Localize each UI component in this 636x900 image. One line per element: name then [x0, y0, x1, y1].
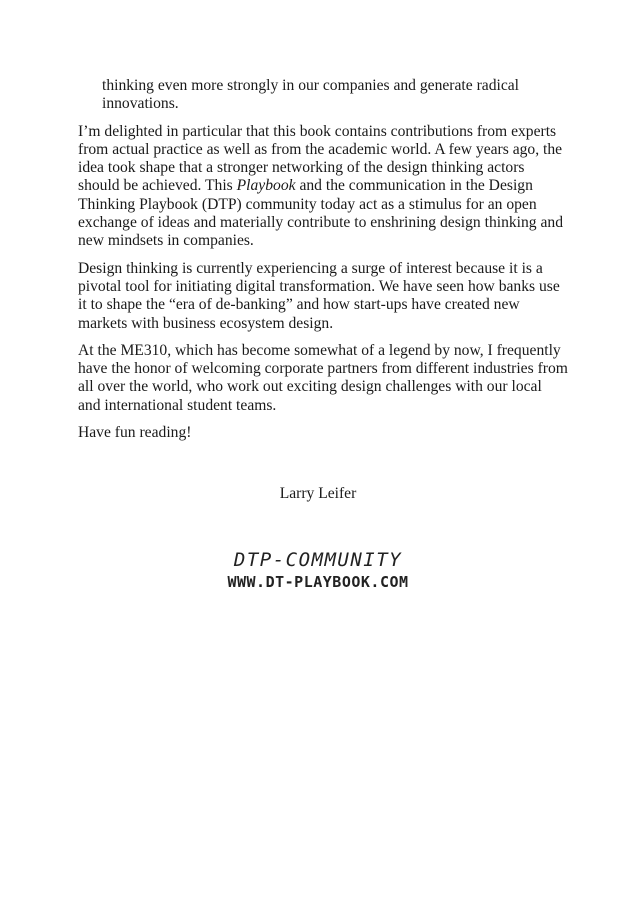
paragraph-me310: At the ME310, which has become somewhat of a legend by now, I frequently have the honor of welcoming corporate partners from different industries from all over the world, who work out exciting design challenges with our local and international student teams.	[78, 341, 568, 414]
body-text	[78, 77, 568, 451]
logo-url: WWW.DT-PLAYBOOK.COM	[227, 573, 409, 591]
dtp-community-logo	[0, 548, 636, 592]
paragraph-contributions-part2: and the communication in the Design Thinking Playbook (DTP) community today act as a stimulus for an open exchange of ideas and materially contribute to enshrining design thinking and new mindsets in companies.	[78, 177, 564, 250]
paragraph-contributions	[78, 123, 568, 251]
logo-title: DTP-COMMUNITY	[233, 549, 403, 571]
signature: Larry Leifer	[279, 485, 357, 502]
paragraph-contributions-part1: I’m delighted in particular that this book contains contributions from experts from actual practice as well as from the academic world. A few years ago, the idea took shape that a stronger networking of the design thinking actors should be achieved. This	[78, 122, 563, 195]
paragraph-continued: thinking even more strongly in our companies and generate radical innovations.	[102, 77, 519, 113]
paragraph-surge-of-interest: Design thinking is currently experiencing a surge of interest because it is a pivotal tool for initiating digital transformation. We have seen how banks use it to shape the “era of de-banking” and how start-ups have created new markets with business ecosystem design.	[78, 259, 560, 332]
paragraph-closing: Have fun reading!	[78, 424, 192, 442]
playbook-italic: Playbook	[236, 177, 296, 195]
